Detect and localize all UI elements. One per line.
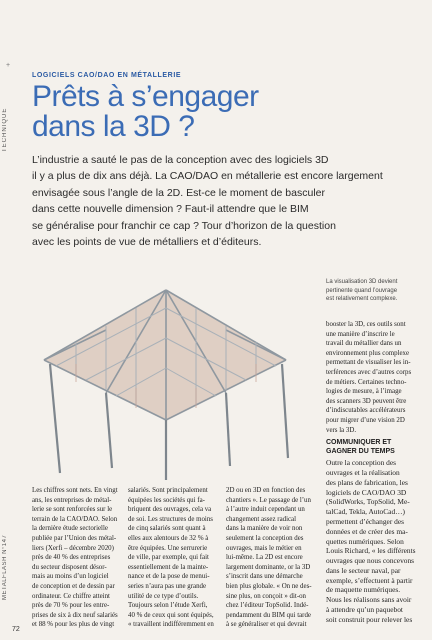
- body-line: lui-même. La 2D est encore: [226, 554, 303, 562]
- body-line: series n’aura pas une grande: [128, 582, 207, 590]
- body-line: de métiers. Certaines techno-: [326, 378, 407, 386]
- body-line: soit construit pour relever les: [326, 614, 413, 624]
- body-line: essentiellement de la mainte-: [128, 563, 209, 571]
- body-line: chez l’éditeur TopSolid. Indé-: [226, 602, 309, 610]
- caption-line: La visualisation 3D devient: [326, 279, 398, 285]
- body-line: dans le secteur naval, par: [326, 565, 401, 575]
- body-line: chantiers ». Le passage de l’un: [226, 496, 311, 504]
- body-line: équipées les sociétés qui fa-: [128, 496, 205, 504]
- body-line: prises de six à dix neuf salariés: [32, 611, 118, 619]
- body-line: lerie se sont renforcées sur le: [32, 506, 113, 514]
- body-line: ouvrages que nous concevons: [326, 556, 415, 566]
- body-line: des scanners 3D peuvent être: [326, 397, 407, 405]
- body-line: de maquette numériques.: [326, 585, 401, 595]
- body-line: permettant de visualiser les in-: [326, 359, 411, 367]
- headline-line: Prêts à s’engager: [32, 80, 259, 113]
- body-line: logiciels de CAO/DAO 3D: [326, 487, 407, 497]
- body-line: d’indiscutables accélérateurs: [326, 407, 406, 415]
- body-line: être équipées. Une serrurerie: [128, 544, 208, 552]
- body-line: exemple, s’effectuent à partir: [326, 575, 413, 585]
- body-line: terrain de la CAO/DAO. Selon: [32, 515, 118, 523]
- corner-mark-icon: +: [6, 62, 11, 69]
- subheading: [326, 439, 418, 456]
- body-line: (SolidWorks, TopSolid, Me-: [326, 497, 410, 507]
- body-line: « travaillent indifféremment en: [128, 621, 214, 629]
- body-line: une manière d’inscrire le: [326, 330, 395, 338]
- caption-line: pertinente quand l’ouvrage: [326, 287, 398, 294]
- lede-line: il y a plus de dix ans déjà. La CAO/DAO en métallerie est encore largement: [32, 170, 383, 183]
- rubric: LOGICIELS CAO/DAO EN MÉTALLERIE: [32, 72, 182, 79]
- headline-line: dans la 3D ?: [32, 110, 195, 143]
- subheading-line: GAGNER DU TEMPS: [326, 447, 395, 455]
- body-column-4: [326, 320, 418, 625]
- body-line: bien plus globale. « On ne des-: [226, 582, 312, 590]
- body-line: mais au moins d’un logiciel: [32, 573, 109, 581]
- body-line: près de 40 % des entreprises: [32, 554, 111, 562]
- body-line: permettent d’échanger des: [326, 516, 404, 526]
- section-label: TECHNIQUE: [2, 107, 8, 152]
- body-line: booster la 3D, ces outils sont: [326, 321, 406, 328]
- body-line: changement assez radical: [226, 515, 297, 523]
- body-line: vers la 3D.: [326, 426, 357, 434]
- body-line: salariés. Sont principalement: [128, 487, 208, 494]
- body-line: la dernière étude sectorielle: [32, 525, 108, 533]
- roof-structure-illustration: [16, 268, 316, 483]
- body-line: à se généraliser et qui devrait: [226, 621, 307, 629]
- body-line: elles aux alentours de 32 % à: [128, 534, 209, 542]
- body-line: publiée par l’Union des métal-: [32, 534, 117, 542]
- body-line: dans la manière de voir non: [226, 525, 303, 533]
- body-line: des plans de fabrication, les: [326, 477, 408, 487]
- lede-line: envisagée sous l’angle de la 2D. Est-ce le moment de basculer: [32, 186, 325, 199]
- body-line: Toujours selon l’étude Xerfi,: [128, 602, 208, 610]
- body-line: 2D ou en 3D en fonction des: [226, 487, 306, 494]
- page-number: 72: [12, 626, 20, 633]
- caption-line: est relativement complexe.: [326, 296, 398, 302]
- body-line: s’inscrit dans une démarche: [226, 573, 303, 581]
- body-line: ordinateur. Ce chiffre atteint: [32, 592, 110, 600]
- body-line: Les chiffres sont nets. En vingt: [32, 487, 118, 494]
- subsection-body: [326, 458, 418, 625]
- body-line: travail du métallier dans un: [326, 340, 402, 348]
- body-line: 40 % de ceux qui sont équipés,: [128, 611, 214, 619]
- body-line: seulement la conception des: [226, 534, 304, 542]
- body-line: ans, les entreprises de métal-: [32, 496, 112, 504]
- body-line: sine plus, on conçoit » dit-on: [226, 592, 306, 600]
- image-caption: [326, 278, 416, 304]
- lede-line: L’industrie a sauté le pas de la conception avec des logiciels 3D: [32, 154, 329, 166]
- body-line: pour migrer d’une vision 2D: [326, 416, 405, 424]
- body-line: ouvrages, mais le métier en: [226, 544, 302, 552]
- body-line: nance et de la pose de menui-: [128, 573, 210, 581]
- body-line: de ville, par exemple, qui fait: [128, 554, 209, 562]
- body-line: Outre la conception des: [326, 458, 396, 468]
- body-line: de soi. Les structures de moins: [128, 515, 213, 523]
- body-column-3: [226, 486, 318, 630]
- body-line: largement dominante, or la 3D: [226, 563, 311, 571]
- body-line: Louis Richard, « les différents: [326, 546, 416, 556]
- body-line: à l’autre induit cependant un: [226, 506, 305, 514]
- body-line: du secteur disposent désor-: [32, 563, 107, 571]
- body-column-2: [128, 486, 218, 630]
- body-line: environnement plus complexe: [326, 349, 410, 357]
- body-line: de conception et de dessin par: [32, 582, 115, 590]
- body-line: ouvrages et la réalisation: [326, 467, 400, 477]
- magazine-issue: METALFLASH N°147: [2, 534, 8, 600]
- body-line: et 88 % pour les plus de vingt: [32, 621, 115, 629]
- body-line: logies de mesure, à l’image: [326, 388, 402, 396]
- body-line: pendamment du BIM qui tarde: [226, 611, 311, 619]
- body-line: de cinq salariés sont quant à: [128, 525, 206, 533]
- body-line: données et de créer des ma-: [326, 526, 408, 536]
- headline: [32, 82, 332, 142]
- subheading-line: COMMUNIQUER ET: [326, 439, 392, 447]
- body-line: terférences avec d’autres corps: [326, 368, 412, 376]
- body-line: utilité de ce type d’outils.: [128, 592, 199, 600]
- body-line: talCad, Tekla, AutoCad…): [326, 507, 405, 517]
- body-line: liers (Xerfi – décembre 2020): [32, 544, 114, 552]
- body-line: briquent des ouvrages, cela va: [128, 506, 212, 514]
- body-line: à attendre qu’un paquebot: [326, 605, 403, 615]
- body-line: quettes numériques. Selon: [326, 536, 404, 546]
- lede-line: se généralise pour franchir ce cap ? Tour d’horizon de la question: [32, 219, 336, 232]
- lede-line: dans cette nouvelle dimension ? Faut-il attendre que le BIM: [32, 203, 309, 216]
- lede-line: avec les points de vue de métalliers et d’éditeurs.: [32, 236, 262, 249]
- body-column-1: [32, 486, 120, 630]
- body-line: près de 70 % pour les entre-: [32, 602, 110, 610]
- body-line: Nous les réalisons sans avoir: [326, 595, 412, 605]
- lede: [32, 152, 407, 250]
